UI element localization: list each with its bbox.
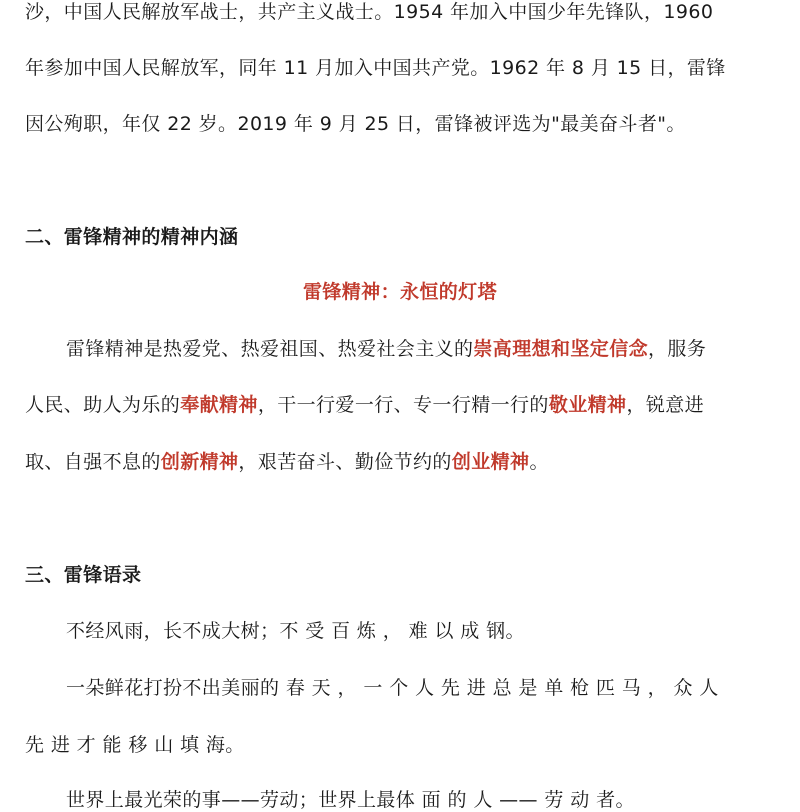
bio-line-1: 沙，中国人民解放军战士，共产主义战士。1954 年加入中国少年先锋队，1960 (25, 1, 714, 23)
section-2-heading: 二、雷锋精神的精神内涵 (25, 226, 239, 248)
quote-text: 不经风雨，长不成大树； (66, 620, 280, 642)
quote-2-line-1 (66, 676, 786, 700)
spirit-text: ，艰苦奋斗、勤俭节约的 (238, 451, 452, 473)
quote-text: 一朵鲜花打扮不出美丽的 (66, 677, 280, 699)
quote-text: 不 受 百 炼 ， 难 以 成 钢。 (279, 620, 525, 642)
quote-2-line-2: 先 进 才 能 移 山 填 海。 (25, 734, 245, 756)
section-2-subtitle: 雷锋精神：永恒的灯塔 (302, 281, 497, 303)
quote-3-partial: 世界上最光荣的事——劳动；世界上最体 面 的 人 —— 劳 动 者。 (66, 789, 635, 811)
bio-line-3: 因公殉职，年仅 22 岁。2019 年 9 月 25 日，雷锋被评选为"最美奋斗者"。 (25, 113, 686, 135)
section-3-heading: 三、雷锋语录 (25, 564, 142, 586)
spirit-line-2 (25, 393, 785, 417)
highlight-professionalism: 敬业精神 (548, 394, 627, 416)
spirit-text: 人民、助人为乐的 (25, 394, 181, 416)
spirit-text: ，锐意进 (626, 394, 705, 416)
quote-text: 春 天 ， 一 个 人 先 进 总 是 单 枪 匹 马 ， 众 人 (279, 677, 719, 699)
spirit-text: 取、自强不息的 (25, 451, 161, 473)
highlight-entrepreneurship: 创业精神 (451, 451, 530, 473)
spirit-text: 雷锋精神是热爱党、热爱祖国、热爱社会主义的 (66, 338, 474, 360)
spirit-text: ，干一行爱一行、专一行精一行的 (257, 394, 549, 416)
quote-1 (66, 619, 786, 643)
spirit-line-1 (66, 337, 786, 361)
highlight-dedication: 奉献精神 (180, 394, 258, 416)
spirit-line-3 (25, 450, 785, 474)
highlight-innovation: 创新精神 (160, 451, 239, 473)
spirit-text: 。 (529, 451, 549, 473)
spirit-text: ，服务 (648, 338, 707, 360)
bio-line-2: 年参加中国人民解放军，同年 11 月加入中国共产党。1962 年 8 月 15 日，雷锋 (25, 57, 726, 79)
highlight-ideal-belief: 崇高理想和坚定信念 (473, 338, 649, 360)
